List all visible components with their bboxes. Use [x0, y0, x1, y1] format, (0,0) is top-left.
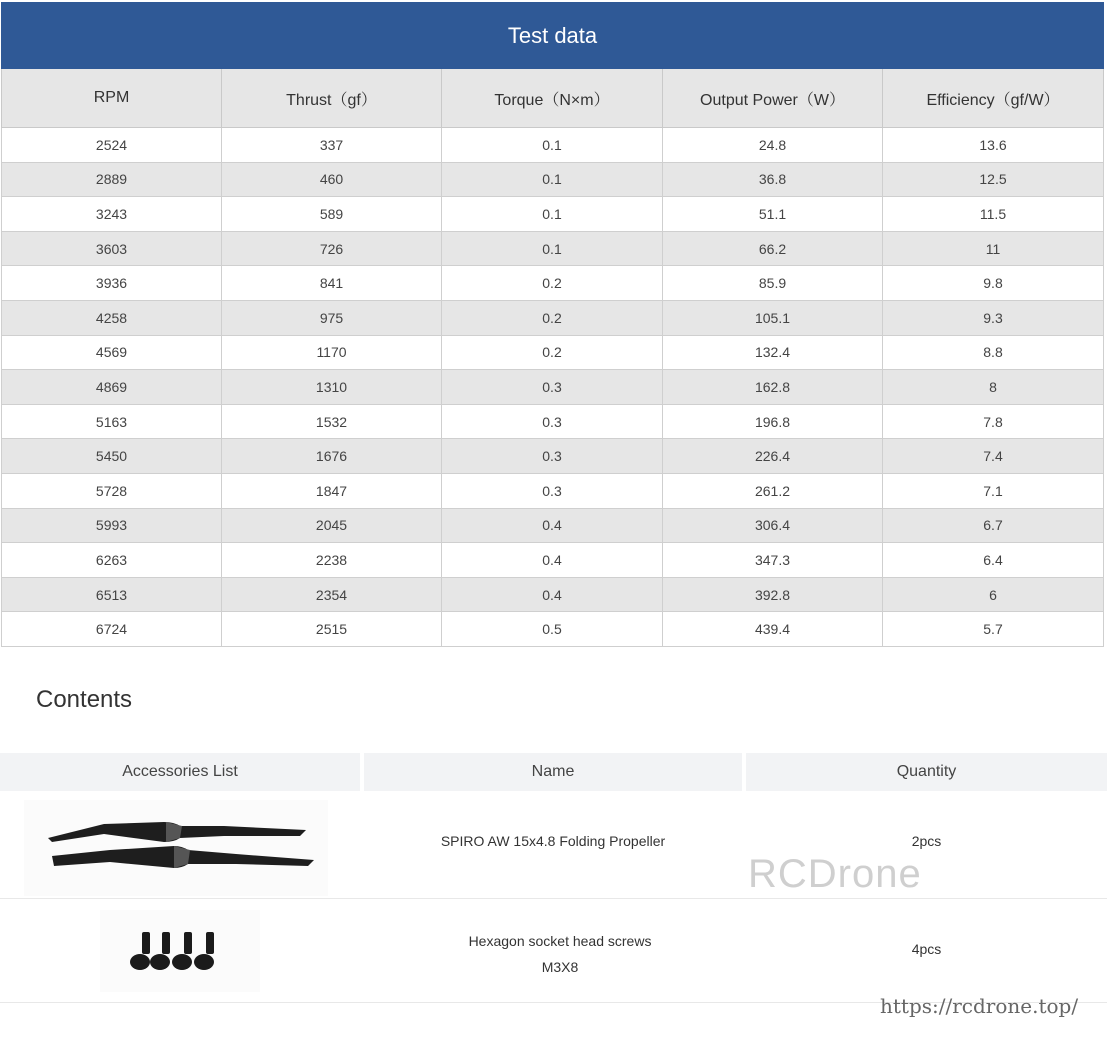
table-row	[2, 404, 1104, 439]
table-cell: 0.3	[442, 404, 663, 439]
contents-heading: Contents	[36, 686, 133, 713]
watermark-text: RCDrone	[748, 852, 922, 896]
table-cell: 2889	[2, 162, 222, 197]
table-cell: 5163	[2, 404, 222, 439]
item-quantity-propeller: 2pcs	[911, 833, 942, 849]
table-cell: 66.2	[663, 231, 883, 266]
table-cell: 6	[883, 577, 1104, 612]
table-cell: 85.9	[663, 266, 883, 301]
table-cell: 7.4	[883, 439, 1104, 474]
table-cell: 7.1	[883, 473, 1104, 508]
table-cell: 0.3	[442, 439, 663, 474]
quantity-header: Quantity	[746, 753, 1107, 791]
table-row	[2, 266, 1104, 301]
table-cell: 3936	[2, 266, 222, 301]
table-cell: 439.4	[663, 612, 883, 647]
test-data-table	[1, 2, 1104, 647]
table-cell: 975	[222, 300, 442, 335]
table-cell: 162.8	[663, 370, 883, 405]
table-cell: 0.1	[442, 231, 663, 266]
table-cell: 36.8	[663, 162, 883, 197]
table-cell: 2238	[222, 543, 442, 578]
table-cell: 9.3	[883, 300, 1104, 335]
table-row	[2, 612, 1104, 647]
table-cell: 392.8	[663, 577, 883, 612]
table-cell: 841	[222, 266, 442, 301]
table-cell: 105.1	[663, 300, 883, 335]
table-row	[2, 508, 1104, 543]
column-header: Output Power（W）	[663, 69, 883, 128]
table-cell: 4258	[2, 300, 222, 335]
accessories-list-header: Accessories List	[0, 753, 360, 791]
table-cell: 4869	[2, 370, 222, 405]
table-cell: 2045	[222, 508, 442, 543]
table-cell: 1676	[222, 439, 442, 474]
table-cell: 1847	[222, 473, 442, 508]
table-cell: 0.4	[442, 543, 663, 578]
table-cell: 0.1	[442, 128, 663, 163]
table-cell: 11.5	[883, 197, 1104, 232]
table-cell: 226.4	[663, 439, 883, 474]
screws-image	[100, 910, 260, 992]
table-row	[2, 577, 1104, 612]
table-cell: 6263	[2, 543, 222, 578]
table-cell: 0.1	[442, 197, 663, 232]
table-cell: 11	[883, 231, 1104, 266]
table-cell: 9.8	[883, 266, 1104, 301]
table-row	[2, 197, 1104, 232]
table-cell: 3603	[2, 231, 222, 266]
table-cell: 0.5	[442, 612, 663, 647]
table-cell: 589	[222, 197, 442, 232]
item-quantity-screws: 4pcs	[911, 941, 942, 957]
table-cell: 6.4	[883, 543, 1104, 578]
item-name-screws-line1: Hexagon socket head screws	[468, 933, 652, 949]
table-row	[2, 231, 1104, 266]
table-cell: 132.4	[663, 335, 883, 370]
table-cell: 306.4	[663, 508, 883, 543]
table-cell: 2524	[2, 128, 222, 163]
table-cell: 24.8	[663, 128, 883, 163]
table-cell: 3243	[2, 197, 222, 232]
table-cell: 0.3	[442, 370, 663, 405]
table-header-row	[2, 69, 1104, 128]
table-row	[2, 473, 1104, 508]
table-cell: 2515	[222, 612, 442, 647]
table-row	[2, 439, 1104, 474]
row-divider	[0, 898, 1107, 899]
site-url: https://rcdrone.top/	[880, 994, 1079, 1018]
propeller-image	[24, 800, 328, 896]
table-row	[2, 300, 1104, 335]
table-cell: 5450	[2, 439, 222, 474]
table-row	[2, 162, 1104, 197]
table-cell: 6724	[2, 612, 222, 647]
table-cell: 2354	[222, 577, 442, 612]
table-cell: 5993	[2, 508, 222, 543]
table-cell: 1170	[222, 335, 442, 370]
table-cell: 6.7	[883, 508, 1104, 543]
table-row	[2, 543, 1104, 578]
name-header: Name	[364, 753, 742, 791]
table-cell: 1532	[222, 404, 442, 439]
table-cell: 0.2	[442, 335, 663, 370]
table-cell: 0.2	[442, 266, 663, 301]
table-cell: 13.6	[883, 128, 1104, 163]
table-cell: 347.3	[663, 543, 883, 578]
table-title: Test data	[2, 3, 1104, 69]
table-cell: 6513	[2, 577, 222, 612]
table-cell: 7.8	[883, 404, 1104, 439]
table-cell: 12.5	[883, 162, 1104, 197]
table-cell: 8	[883, 370, 1104, 405]
table-cell: 0.4	[442, 577, 663, 612]
table-cell: 261.2	[663, 473, 883, 508]
item-name-screws-line2: M3X8	[541, 959, 579, 975]
table-cell: 8.8	[883, 335, 1104, 370]
table-cell: 1310	[222, 370, 442, 405]
table-cell: 0.2	[442, 300, 663, 335]
item-name-screws	[364, 928, 756, 980]
table-cell: 460	[222, 162, 442, 197]
column-header: Torque（N×m）	[442, 69, 663, 128]
table-cell: 0.1	[442, 162, 663, 197]
table-body	[2, 128, 1104, 647]
table-row	[2, 128, 1104, 163]
table-cell: 51.1	[663, 197, 883, 232]
table-cell: 726	[222, 231, 442, 266]
table-cell: 0.3	[442, 473, 663, 508]
table-cell: 337	[222, 128, 442, 163]
item-name-propeller: SPIRO AW 15x4.8 Folding Propeller	[440, 833, 666, 849]
column-header: Thrust（gf）	[222, 69, 442, 128]
table-cell: 4569	[2, 335, 222, 370]
column-header: RPM	[2, 69, 222, 128]
table-cell: 0.4	[442, 508, 663, 543]
table-cell: 196.8	[663, 404, 883, 439]
column-header: Efficiency（gf/W）	[883, 69, 1104, 128]
table-cell: 5728	[2, 473, 222, 508]
table-row	[2, 370, 1104, 405]
table-cell: 5.7	[883, 612, 1104, 647]
table-row	[2, 335, 1104, 370]
